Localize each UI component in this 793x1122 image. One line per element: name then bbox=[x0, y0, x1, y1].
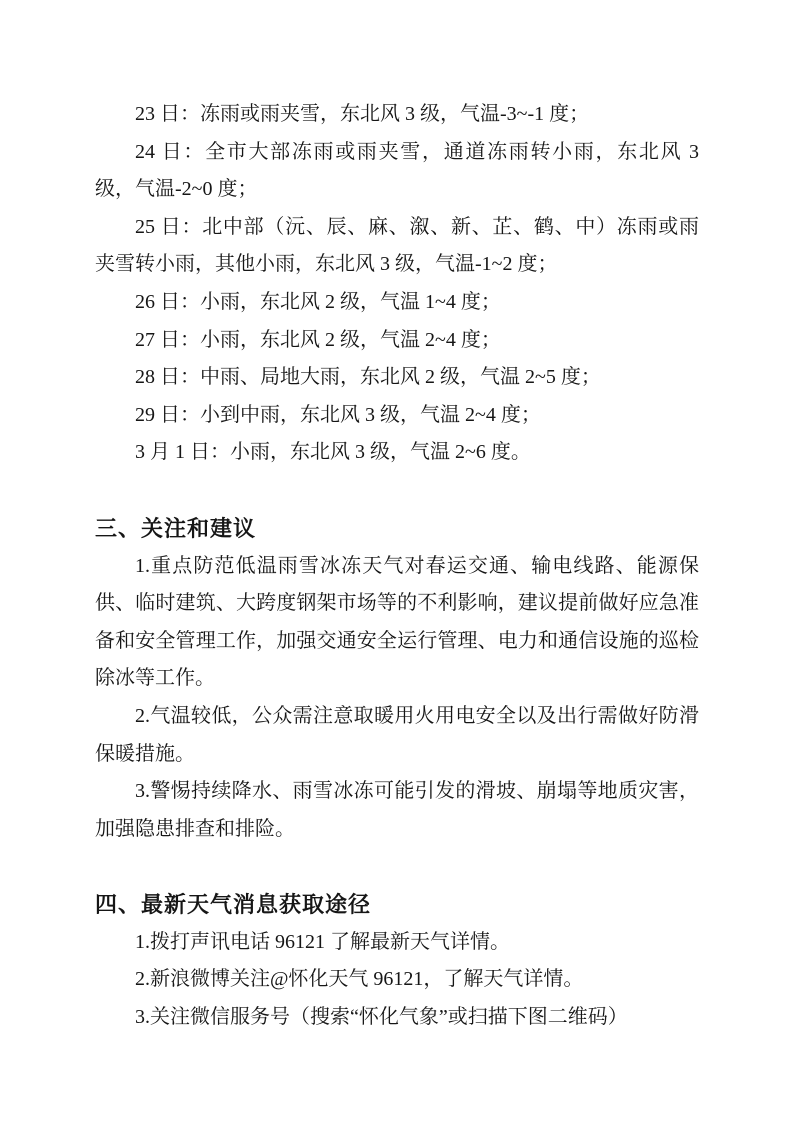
forecast-line: 28 日：中雨、局地大雨，东北风 2 级，气温 2~5 度； bbox=[135, 366, 601, 389]
paragraph: 2.气温较低，公众需注意取暖用火用电安全以及出行需做好防滑保暖措施。 bbox=[95, 704, 699, 765]
paragraph: 2.新浪微博关注@怀化天气 96121，了解天气详情。 bbox=[135, 968, 584, 991]
forecast-line: 24 日：全市大部冻雨或雨夹雪，通道冻雨转小雨，东北风 3 级，气温-2~0 度； bbox=[95, 140, 699, 201]
forecast-section bbox=[95, 96, 699, 472]
document-content bbox=[95, 96, 699, 1037]
forecast-line: 26 日：小雨，东北风 2 级，气温 1~4 度； bbox=[135, 290, 501, 313]
forecast-line: 25 日：北中部（沅、辰、麻、溆、新、芷、鹤、中）冻雨或雨夹雪转小雨，其他小雨，东北风 3 级，气温-1~2 度； bbox=[95, 215, 699, 276]
forecast-line: 23 日：冻雨或雨夹雪，东北风 3 级，气温-3~-1 度； bbox=[135, 103, 590, 125]
section-suggestions bbox=[95, 510, 699, 848]
section-heading-suggestions: 三、关注和建议 bbox=[95, 515, 257, 541]
section-info-channels bbox=[95, 886, 699, 1036]
section-heading-info-channels: 四、最新天气消息获取途径 bbox=[95, 892, 372, 918]
forecast-line: 27 日：小雨，东北风 2 级，气温 2~4 度； bbox=[135, 328, 501, 351]
blank-line bbox=[95, 472, 699, 510]
blank-line bbox=[95, 848, 699, 886]
paragraph: 3.警惕持续降水、雨雪冰冻可能引发的滑坡、崩塌等地质灾害，加强隐患排查和排险。 bbox=[95, 780, 699, 840]
paragraph: 1.重点防范低温雨雪冰冻天气对春运交通、输电线路、能源保供、临时建筑、大跨度钢架市场等的不利影响，建议提前做好应急准备和安全管理工作，加强交通安全运行管理、电力和通信设施的巡检除冰等工作。 bbox=[95, 554, 699, 690]
forecast-line: 3 月 1 日：小雨，东北风 3 级，气温 2~6 度。 bbox=[135, 441, 531, 464]
paragraph: 1.拨打声讯电话 96121 了解最新天气详情。 bbox=[135, 930, 510, 953]
forecast-line: 29 日：小到中雨，东北风 3 级，气温 2~4 度； bbox=[135, 403, 541, 426]
paragraph: 3.关注微信服务号（搜索“怀化气象”或扫描下图二维码） bbox=[135, 1006, 628, 1029]
